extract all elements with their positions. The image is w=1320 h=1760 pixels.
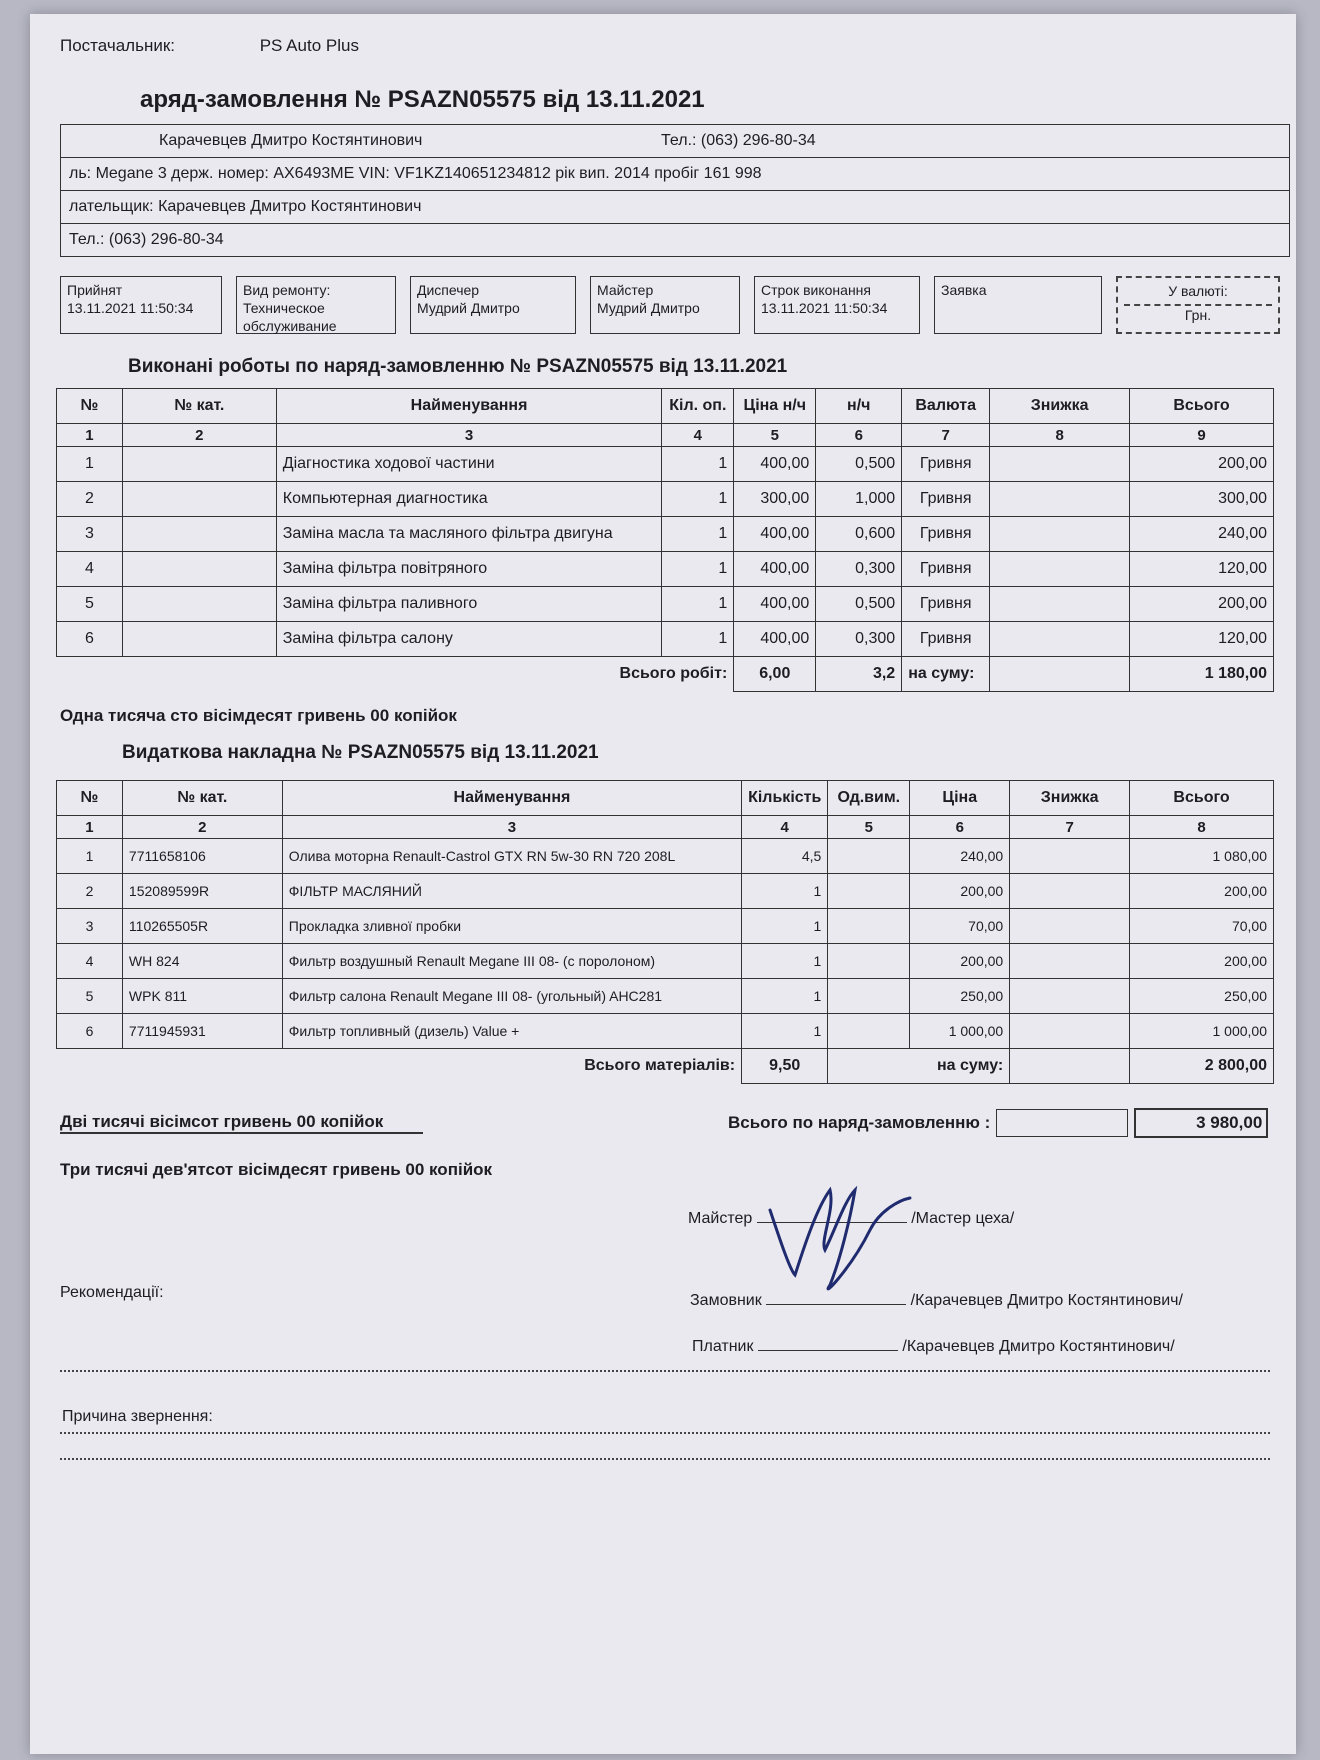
currency-label: У валюті: bbox=[1168, 283, 1228, 299]
materials-total-sum: 2 800,00 bbox=[1130, 1049, 1274, 1084]
master-label: Майстер bbox=[597, 282, 654, 298]
materials-title: Видаткова накладна № PSAZN05575 від 13.11.2021 bbox=[122, 742, 599, 763]
row-name: Заміна фільтра повітряного bbox=[276, 552, 662, 587]
car-info: ль: Megane 3 держ. номер: AX6493ME VIN: VF1KZ140651234812 рік вип. 2014 пробіг 161 998 bbox=[69, 165, 762, 182]
row-number: 3 bbox=[57, 517, 123, 552]
row-catalog: WPK 811 bbox=[122, 979, 282, 1014]
payer-phone: Тел.: (063) 296-80-34 bbox=[69, 231, 224, 248]
row-total: 300,00 bbox=[1130, 482, 1274, 517]
works-row bbox=[57, 447, 1274, 482]
accepted-box bbox=[60, 276, 222, 334]
row-catalog bbox=[122, 447, 276, 482]
row-catalog bbox=[122, 622, 276, 657]
order-title: аряд-замовлення № PSAZN05575 від 13.11.2021 bbox=[140, 86, 705, 113]
customer-row bbox=[60, 124, 1290, 157]
reason-bottom-border bbox=[60, 1458, 1270, 1460]
row-normhours: 0,300 bbox=[816, 622, 902, 657]
row-normhours: 0,500 bbox=[816, 587, 902, 622]
row-unit bbox=[828, 979, 910, 1014]
phone-row bbox=[60, 223, 1290, 257]
row-name: Фильтр салона Renault Megane III 08- (угольный) AHC281 bbox=[282, 979, 741, 1014]
materials-col-header: Од.вим. bbox=[828, 781, 910, 816]
materials-in-words: Дві тисячі вісімсот гривень 00 копійок bbox=[60, 1112, 423, 1134]
row-name: Прокладка зливної пробки bbox=[282, 909, 741, 944]
payer-signature-line bbox=[692, 1336, 1175, 1356]
row-number: 3 bbox=[57, 909, 123, 944]
row-price: 400,00 bbox=[734, 447, 816, 482]
row-number: 1 bbox=[57, 447, 123, 482]
reason-top-border bbox=[60, 1370, 1270, 1372]
row-number: 5 bbox=[57, 979, 123, 1014]
master-box bbox=[590, 276, 740, 334]
row-qty: 1 bbox=[742, 874, 828, 909]
row-unit bbox=[828, 909, 910, 944]
row-normhours: 0,300 bbox=[816, 552, 902, 587]
col-number: 2 bbox=[122, 816, 282, 839]
row-name: Заміна фільтра салону bbox=[276, 622, 662, 657]
works-row bbox=[57, 552, 1274, 587]
row-price: 200,00 bbox=[910, 874, 1010, 909]
col-number: 3 bbox=[282, 816, 741, 839]
row-total: 200,00 bbox=[1130, 587, 1274, 622]
row-price: 400,00 bbox=[734, 552, 816, 587]
grand-total-row bbox=[728, 1108, 1268, 1138]
row-catalog: WH 824 bbox=[122, 944, 282, 979]
row-price: 70,00 bbox=[910, 909, 1010, 944]
col-number: 7 bbox=[1010, 816, 1130, 839]
row-name: Фильтр воздушный Renault Megane III 08- (с поролоном) bbox=[282, 944, 741, 979]
row-currency: Гривня bbox=[902, 552, 990, 587]
works-col-header: № кат. bbox=[122, 389, 276, 424]
works-title: Виконані роботы по наряд-замовленню № PSAZN05575 від 13.11.2021 bbox=[128, 356, 788, 377]
works-total-label: Всього робіт: bbox=[57, 657, 734, 692]
payer-sign-label: Платник bbox=[692, 1338, 754, 1355]
works-in-words: Одна тисяча сто вісімдесят гривень 00 копійок bbox=[60, 706, 457, 725]
col-number: 6 bbox=[816, 424, 902, 447]
row-normhours: 0,600 bbox=[816, 517, 902, 552]
col-number: 2 bbox=[122, 424, 276, 447]
payer-sign-blank bbox=[758, 1336, 898, 1351]
materials-total-row bbox=[57, 1049, 1274, 1084]
row-discount bbox=[990, 517, 1130, 552]
repair-value: Техническое обслуживание bbox=[243, 300, 337, 334]
materials-col-header: Знижка bbox=[1010, 781, 1130, 816]
row-discount bbox=[1010, 909, 1130, 944]
row-name: Компьютерная диагностика bbox=[276, 482, 662, 517]
row-unit bbox=[828, 944, 910, 979]
request-label: Заявка bbox=[941, 282, 987, 298]
col-number: 5 bbox=[734, 424, 816, 447]
works-table bbox=[56, 388, 1274, 692]
works-total-nh: 3,2 bbox=[816, 657, 902, 692]
works-total-sum: 1 180,00 bbox=[1130, 657, 1274, 692]
handwritten-signature bbox=[760, 1150, 940, 1300]
row-qty: 1 bbox=[662, 552, 734, 587]
meta-boxes bbox=[60, 276, 1280, 334]
row-currency: Гривня bbox=[902, 587, 990, 622]
customer-sign-label: Замовник bbox=[690, 1292, 762, 1309]
works-col-header: № bbox=[57, 389, 123, 424]
master-sign-role: /Мастер цеха/ bbox=[911, 1210, 1015, 1227]
row-qty: 1 bbox=[742, 944, 828, 979]
materials-col-header: № кат. bbox=[122, 781, 282, 816]
grand-in-words: Три тисячі дев'ятсот вісімдесят гривень 00 копійок bbox=[60, 1160, 493, 1179]
materials-col-header: Кількість bbox=[742, 781, 828, 816]
supplier-label: Постачальник: bbox=[60, 36, 175, 55]
row-unit bbox=[828, 1014, 910, 1049]
row-qty: 1 bbox=[742, 909, 828, 944]
materials-col-header: № bbox=[57, 781, 123, 816]
reason-mid-border bbox=[60, 1432, 1270, 1434]
works-row bbox=[57, 622, 1274, 657]
row-number: 2 bbox=[57, 874, 123, 909]
row-discount bbox=[1010, 839, 1130, 874]
row-qty: 1 bbox=[662, 447, 734, 482]
materials-row bbox=[57, 979, 1274, 1014]
grand-total-label: Всього по наряд-замовленню : bbox=[728, 1113, 991, 1132]
reason-label: Причина звернення: bbox=[62, 1408, 213, 1425]
row-price: 250,00 bbox=[910, 979, 1010, 1014]
deadline-box bbox=[754, 276, 920, 334]
row-currency: Гривня bbox=[902, 447, 990, 482]
row-qty: 1 bbox=[662, 517, 734, 552]
supplier-line bbox=[60, 36, 1280, 56]
row-name: Заміна масла та масляного фільтра двигуна bbox=[276, 517, 662, 552]
row-qty: 1 bbox=[662, 587, 734, 622]
customer-name: Карачевцев Дмитро Костянтинович bbox=[159, 132, 423, 149]
col-number: 8 bbox=[1130, 816, 1274, 839]
col-number: 5 bbox=[828, 816, 910, 839]
row-name: Олива моторна Renault-Castrol GTX RN 5w-30 RN 720 208L bbox=[282, 839, 741, 874]
materials-row bbox=[57, 909, 1274, 944]
row-number: 4 bbox=[57, 552, 123, 587]
materials-col-header: Ціна bbox=[910, 781, 1010, 816]
customer-signature-line bbox=[690, 1290, 1183, 1310]
row-discount bbox=[990, 622, 1130, 657]
row-name: Діагностика ходової частини bbox=[276, 447, 662, 482]
payer-row bbox=[60, 190, 1290, 223]
row-price: 240,00 bbox=[910, 839, 1010, 874]
dispatcher-box bbox=[410, 276, 576, 334]
row-name: Фильтр топливный (дизель) Value + bbox=[282, 1014, 741, 1049]
row-number: 1 bbox=[57, 839, 123, 874]
payer-info: лательщик: Карачевцев Дмитро Костянтинович bbox=[69, 198, 422, 215]
row-catalog: 110265505R bbox=[122, 909, 282, 944]
materials-row bbox=[57, 944, 1274, 979]
row-catalog bbox=[122, 552, 276, 587]
col-number: 1 bbox=[57, 424, 123, 447]
works-col-header: Валюта bbox=[902, 389, 990, 424]
row-total: 70,00 bbox=[1130, 909, 1274, 944]
row-currency: Гривня bbox=[902, 622, 990, 657]
customer-phone: Тел.: (063) 296-80-34 bbox=[661, 132, 816, 149]
works-number-row bbox=[57, 424, 1274, 447]
materials-table bbox=[56, 780, 1274, 1084]
materials-row bbox=[57, 1014, 1274, 1049]
car-row bbox=[60, 157, 1290, 190]
col-number: 8 bbox=[990, 424, 1130, 447]
dispatcher-value: Мудрий Дмитро bbox=[417, 300, 520, 316]
col-number: 7 bbox=[902, 424, 990, 447]
row-number: 5 bbox=[57, 587, 123, 622]
row-number: 4 bbox=[57, 944, 123, 979]
grand-total-empty bbox=[996, 1109, 1128, 1137]
row-total: 120,00 bbox=[1130, 552, 1274, 587]
supplier-value: PS Auto Plus bbox=[259, 36, 359, 55]
row-unit bbox=[828, 874, 910, 909]
master-sign-label: Майстер bbox=[688, 1210, 753, 1227]
col-number: 4 bbox=[662, 424, 734, 447]
row-currency: Гривня bbox=[902, 482, 990, 517]
row-discount bbox=[1010, 979, 1130, 1014]
materials-total-qty: 9,50 bbox=[742, 1049, 828, 1084]
works-sum-label: на суму: bbox=[902, 657, 990, 692]
customer-sign-name: /Карачевцев Дмитро Костянтинович/ bbox=[910, 1292, 1183, 1309]
works-col-header: Знижка bbox=[990, 389, 1130, 424]
row-name: ФІЛЬТР МАСЛЯНИЙ bbox=[282, 874, 741, 909]
materials-col-header: Найменування bbox=[282, 781, 741, 816]
row-number: 6 bbox=[57, 1014, 123, 1049]
works-row bbox=[57, 587, 1274, 622]
works-row bbox=[57, 482, 1274, 517]
works-col-header: н/ч bbox=[816, 389, 902, 424]
row-catalog: 7711658106 bbox=[122, 839, 282, 874]
col-number: 6 bbox=[910, 816, 1010, 839]
row-price: 400,00 bbox=[734, 587, 816, 622]
row-price: 200,00 bbox=[910, 944, 1010, 979]
deadline-value: 13.11.2021 11:50:34 bbox=[761, 300, 888, 316]
row-discount bbox=[990, 482, 1130, 517]
materials-total-label: Всього матеріалів: bbox=[57, 1049, 742, 1084]
materials-header-row bbox=[57, 781, 1274, 816]
works-header-row bbox=[57, 389, 1274, 424]
works-total-row bbox=[57, 657, 1274, 692]
accepted-value: 13.11.2021 11:50:34 bbox=[67, 300, 194, 316]
customer-sign-blank bbox=[766, 1290, 906, 1305]
works-total-disc bbox=[990, 657, 1130, 692]
row-total: 200,00 bbox=[1130, 944, 1274, 979]
row-qty: 1 bbox=[742, 979, 828, 1014]
master-value: Мудрий Дмитро bbox=[597, 300, 700, 316]
row-price: 300,00 bbox=[734, 482, 816, 517]
materials-row bbox=[57, 839, 1274, 874]
materials-total-disc bbox=[1010, 1049, 1130, 1084]
accepted-label: Прийнят bbox=[67, 282, 123, 298]
row-price: 400,00 bbox=[734, 517, 816, 552]
row-price: 1 000,00 bbox=[910, 1014, 1010, 1049]
row-qty: 1 bbox=[662, 622, 734, 657]
currency-box bbox=[1116, 276, 1280, 334]
materials-sum-label: на суму: bbox=[828, 1049, 1010, 1084]
recommendations-label: Рекомендації: bbox=[60, 1284, 164, 1301]
row-name: Заміна фільтра паливного bbox=[276, 587, 662, 622]
col-number: 4 bbox=[742, 816, 828, 839]
works-col-header: Найменування bbox=[276, 389, 662, 424]
row-catalog: 152089599R bbox=[122, 874, 282, 909]
materials-number-row bbox=[57, 816, 1274, 839]
works-col-header: Всього bbox=[1130, 389, 1274, 424]
row-total: 240,00 bbox=[1130, 517, 1274, 552]
row-unit bbox=[828, 839, 910, 874]
row-total: 200,00 bbox=[1130, 447, 1274, 482]
row-currency: Гривня bbox=[902, 517, 990, 552]
materials-col-header: Всього bbox=[1130, 781, 1274, 816]
row-total: 250,00 bbox=[1130, 979, 1274, 1014]
repair-label: Вид ремонту: bbox=[243, 282, 331, 298]
row-total: 1 080,00 bbox=[1130, 839, 1274, 874]
row-discount bbox=[1010, 944, 1130, 979]
grand-total-value: 3 980,00 bbox=[1134, 1108, 1268, 1138]
col-number: 1 bbox=[57, 816, 123, 839]
row-catalog: 7711945931 bbox=[122, 1014, 282, 1049]
currency-value: Грн. bbox=[1124, 304, 1272, 324]
payer-sign-name: /Карачевцев Дмитро Костянтинович/ bbox=[902, 1338, 1175, 1355]
works-row bbox=[57, 517, 1274, 552]
row-qty: 1 bbox=[662, 482, 734, 517]
row-total: 200,00 bbox=[1130, 874, 1274, 909]
row-discount bbox=[990, 552, 1130, 587]
request-box bbox=[934, 276, 1102, 334]
repair-type-box bbox=[236, 276, 396, 334]
row-number: 2 bbox=[57, 482, 123, 517]
works-col-header: Ціна н/ч bbox=[734, 389, 816, 424]
row-qty: 4,5 bbox=[742, 839, 828, 874]
row-qty: 1 bbox=[742, 1014, 828, 1049]
col-number: 9 bbox=[1130, 424, 1274, 447]
row-number: 6 bbox=[57, 622, 123, 657]
row-discount bbox=[1010, 1014, 1130, 1049]
row-normhours: 0,500 bbox=[816, 447, 902, 482]
row-total: 120,00 bbox=[1130, 622, 1274, 657]
col-number: 3 bbox=[276, 424, 662, 447]
dispatcher-label: Диспечер bbox=[417, 282, 480, 298]
works-total-qty: 6,00 bbox=[734, 657, 816, 692]
header-box bbox=[60, 124, 1290, 257]
works-col-header: Кіл. оп. bbox=[662, 389, 734, 424]
row-catalog bbox=[122, 517, 276, 552]
materials-row bbox=[57, 874, 1274, 909]
row-discount bbox=[990, 587, 1130, 622]
row-catalog bbox=[122, 482, 276, 517]
row-discount bbox=[990, 447, 1130, 482]
row-price: 400,00 bbox=[734, 622, 816, 657]
row-total: 1 000,00 bbox=[1130, 1014, 1274, 1049]
row-catalog bbox=[122, 587, 276, 622]
row-normhours: 1,000 bbox=[816, 482, 902, 517]
deadline-label: Строк виконання bbox=[761, 282, 871, 298]
row-discount bbox=[1010, 874, 1130, 909]
